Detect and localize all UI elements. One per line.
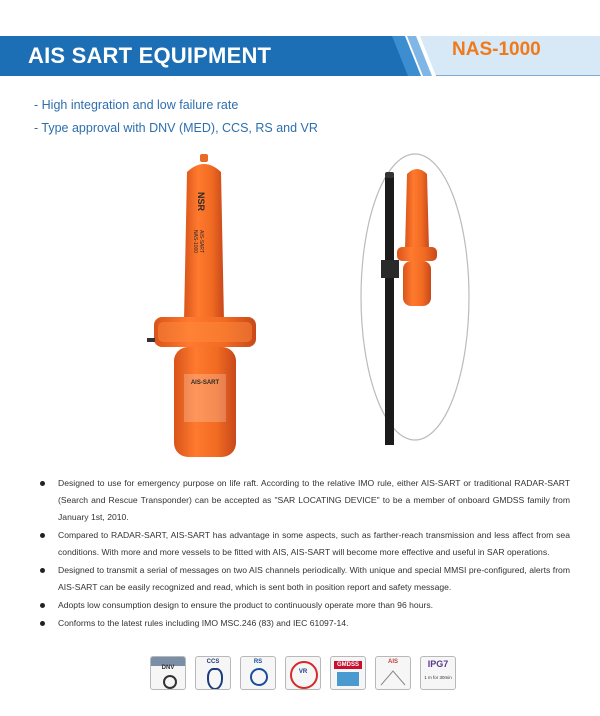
- vr-logo-icon: VR: [285, 656, 321, 690]
- device-name-label: AIS-SART: [198, 230, 204, 253]
- ais-logo-icon: AIS: [375, 656, 411, 690]
- model-number: NAS-1000: [452, 39, 541, 60]
- gmdss-logo-icon: GMDSS: [330, 656, 366, 690]
- model-label: NAS-1000: [192, 230, 198, 254]
- rs-logo-icon: RS: [240, 656, 276, 690]
- feature-item: - Type approval with DNV (MED), CCS, RS and VR: [34, 121, 318, 135]
- description-item: Designed to use for emergency purpose on life raft. According to the relative IMO rule, either AIS-SART or traditional RADAR-SART (Search and Rescue Transponder) can be accepted as "SAR LOCATING DEVICE" to be a member of onboard GMDSS family from January 1st, 2010.: [40, 475, 570, 526]
- feature-list: [34, 98, 318, 144]
- description-item: Designed to transmit a serial of messages on two AIS channels periodically. With unique and special MMSI pre-configured, alerts from AIS-SART can be easily recognized and read, which is sent both in position report and safety message.: [40, 562, 570, 596]
- ccs-logo-icon: CCS: [195, 656, 231, 690]
- header-banner: [0, 36, 600, 76]
- dnv-logo-icon: DNV: [150, 656, 186, 690]
- description-item: Adopts low consumption design to ensure the product to continuously operate more than 96 hours.: [40, 597, 570, 614]
- product-photo-main: [140, 152, 270, 462]
- ip67-logo-icon: IPG7 1 m for 30min: [420, 656, 456, 690]
- brand-label: NSR: [196, 192, 206, 212]
- page-title: AIS SART EQUIPMENT: [28, 43, 272, 68]
- body-label: AIS-SART: [190, 380, 220, 386]
- certification-logos: [150, 656, 456, 690]
- description-item: Compared to RADAR-SART, AIS-SART has advantage in some aspects, such as farther-reach transmission and less affect from sea conditions. With more and more vessels to be fitted with AIS, AIS-SART will become more effective and useful in SAR operations.: [40, 527, 570, 561]
- description-item: Conforms to the latest rules including IMO MSC.246 (83) and IEC 61097-14.: [40, 615, 570, 632]
- feature-item: - High integration and low failure rate: [34, 98, 239, 112]
- description-list: [40, 475, 570, 633]
- ais-sart-pole-mount-icon: [355, 152, 475, 447]
- product-photo-mounted: [355, 152, 475, 447]
- ais-sart-device-icon: [140, 152, 270, 462]
